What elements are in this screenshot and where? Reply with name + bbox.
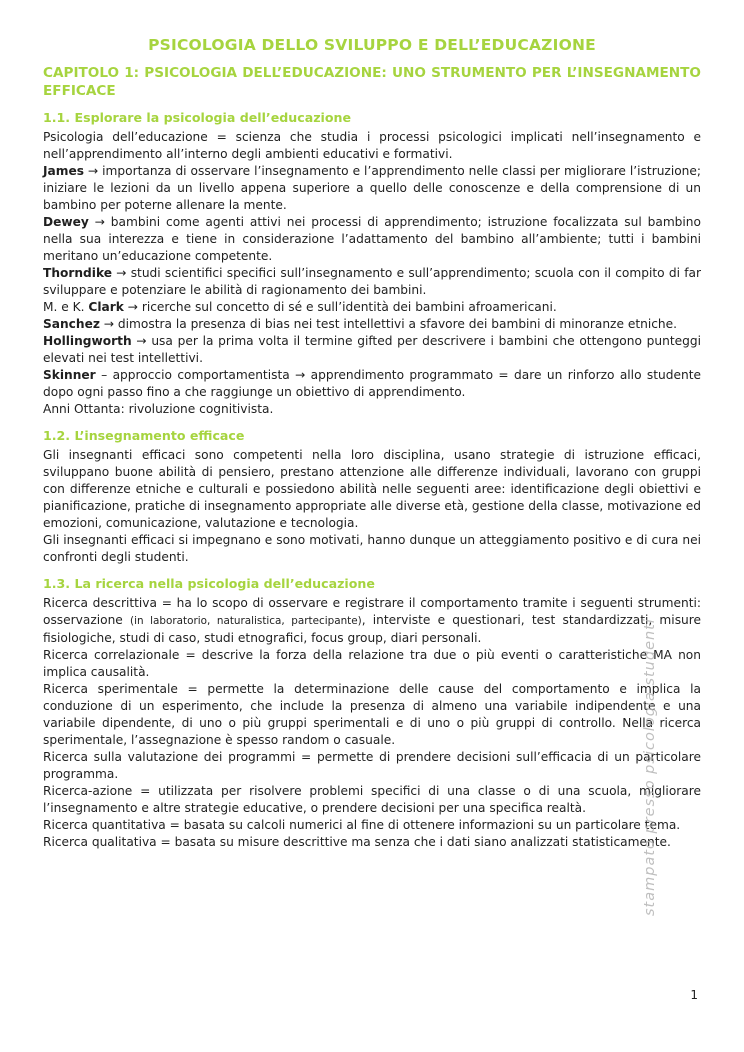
paragraph	[43, 749, 701, 783]
paragraph	[43, 129, 701, 163]
paragraph	[43, 316, 701, 333]
paragraph	[43, 532, 701, 566]
document-title: PSICOLOGIA DELLO SVILUPPO E DELL’EDUCAZIONE	[148, 36, 596, 54]
text-run: → dimostra la presenza di bias nei test intellettivi a sfavore dei bambini di minoranze etniche.	[99, 317, 678, 331]
text-run: Gli insegnanti efficaci sono competenti nella loro disciplina, usano strategie di istruzione efficaci, sviluppano buone abilità di pensiero, prestano attenzione alle differenze individuali, lavorano con gruppi con differenze etniche e culturali e possiedono abilità nelle seguenti aree: identificazione degli obiettivi e pianificazione, pratiche di insegnamento appropriate alle diverse età, gestione della classe, motivazione ed emozioni, comunicazione, valutazione e tecnologia.	[43, 448, 701, 530]
text-run: Ricerca qualitativa = basata su misure descrittive ma senza che i dati siano analizzati statisticamente.	[43, 835, 671, 849]
author-name: Sanchez	[43, 317, 100, 331]
section-heading: 1.1. Esplorare la psicologia dell’educazione	[43, 110, 351, 125]
text-run: → importanza di osservare l’insegnamento e l’apprendimento nelle classi per migliorare l’istruzione; iniziare le lezioni da un livello appena superiore a quello delle conoscenze e della comprensione di un bambino per poterne allenare la mente.	[43, 164, 701, 212]
paragraph	[43, 595, 701, 647]
text-run: Gli insegnanti efficaci si impegnano e sono motivati, hanno dunque un atteggiamento positivo e di cura nei confronti degli studenti.	[43, 533, 701, 564]
author-name: Hollingworth	[43, 334, 132, 348]
document-page	[43, 36, 701, 851]
text-run: Ricerca sperimentale = permette la determinazione delle cause del comportamento e implica la conduzione di un esperimento, che include la presenza di almeno una variabile indipendente e una variabile dipendente, di uno o più gruppi sperimentali e di uno o più gruppi di controllo. Nella ricerca sperimentale, l’assegnazione è spesso random o casuale.	[43, 682, 701, 747]
text-run: Ricerca descrittiva = ha lo scopo di osservare e registrare il comportamento tramite i seguenti strumenti: osservazione	[43, 596, 701, 627]
section-heading: 1.3. La ricerca nella psicologia dell’educazione	[43, 576, 375, 591]
paragraph	[43, 681, 701, 749]
text-run: – approccio comportamentista → apprendimento programmato = dare un rinforzo allo studente dopo ogni passo fino a che raggiunge un obiettivo di apprendimento.	[43, 368, 701, 399]
text-run: Ricerca sulla valutazione dei programmi = permette di prendere decisioni sull’efficacia di un particolare programma.	[43, 750, 701, 781]
author-name: James	[43, 164, 84, 178]
author-name: Skinner	[43, 368, 96, 382]
text-run: → usa per la prima volta il termine gifted per descrivere i bambini che ottengono punteggi elevati nei test intellettivi.	[43, 334, 701, 365]
paragraph	[43, 647, 701, 681]
paragraph	[43, 214, 701, 265]
page-number: 1	[690, 988, 698, 1002]
paragraph	[43, 783, 701, 817]
text-run: Ricerca correlazionale = descrive la forza della relazione tra due o più eventi o caratteristiche MA non implica causalità.	[43, 648, 701, 679]
paragraph	[43, 367, 701, 401]
paragraph	[43, 817, 701, 834]
author-name: Clark	[88, 300, 124, 314]
paragraph	[43, 447, 701, 532]
author-name: Dewey	[43, 215, 89, 229]
author-name: Thorndike	[43, 266, 112, 280]
text-run: Psicologia dell’educazione = scienza che studia i processi psicologici implicati nell’insegnamento e nell’apprendimento all’interno degli ambienti educativi e formativi.	[43, 130, 701, 161]
paragraph	[43, 163, 701, 214]
text-run: Ricerca quantitativa = basata su calcoli numerici al fine di ottenere informazioni su un particolare tema.	[43, 818, 681, 832]
paragraph	[43, 401, 701, 418]
text-run: → studi scientifici specifici sull’insegnamento e sull’apprendimento; scuola con il compito di far sviluppare e potenziare le abilità di ragionamento dei bambini.	[43, 266, 701, 297]
paragraph	[43, 333, 701, 367]
watermark-text: stampato presso psicologia studenti	[642, 618, 658, 916]
section-heading: 1.2. L’insegnamento efficace	[43, 428, 245, 443]
text-run: Ricerca-azione = utilizzata per risolvere problemi specifici di una classe o di una scuola, migliorare l’insegnamento e altre strategie educative, o prendere decisioni per una specifica realtà.	[43, 784, 701, 815]
text-run: → ricerche sul concetto di sé e sull’identità dei bambini afroamericani.	[123, 300, 557, 314]
text-run: Anni Ottanta: rivoluzione cognitivista.	[43, 402, 274, 416]
text-run: , interviste e questionari, test standardizzati, misure fisiologiche, studi di caso, studi etnografici, focus group, diari personali.	[43, 613, 702, 645]
paragraph	[43, 834, 701, 851]
paragraph	[43, 265, 701, 299]
text-run: → bambini come agenti attivi nei processi di apprendimento; istruzione focalizzata sul bambino nella sua interezza e tiene in considerazione l’adattamento del bambino all’ambiente; tutti i bambini meritano un’educazione competente.	[43, 215, 701, 263]
paragraph	[43, 299, 701, 316]
sections	[43, 110, 701, 851]
chapter-heading: CAPITOLO 1: PSICOLOGIA DELL’EDUCAZIONE: UNO STRUMENTO PER L’INSEGNAMENTO EFFICACE	[43, 65, 701, 99]
text-run: (in laboratorio, naturalistica, partecipante)	[130, 615, 362, 627]
text-run: M. e K.	[43, 300, 89, 314]
